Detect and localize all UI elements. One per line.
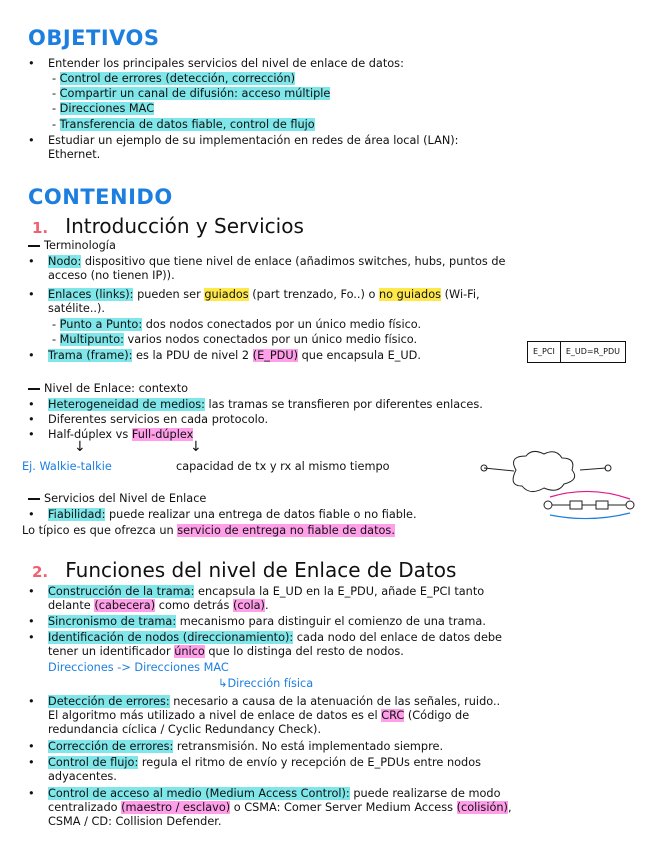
mac-line-2: centralizado (maestro / esclavo) o CSMA: Comer Server Medium Access (colisión), — [48, 801, 512, 814]
dash-icon — [28, 498, 40, 500]
dash-icon — [28, 388, 40, 390]
enlaces-line: Enlaces (links): pueden ser guiados (part trenzado, Fo..) o no guiados (Wi-Fi, — [48, 288, 480, 301]
section-title: Introducción y Servicios — [65, 214, 304, 238]
construccion-line-2: delante (cabecera) como detrás (cola). — [48, 599, 269, 612]
deteccion-line: Detección de errores: necesario a causa de la atenuación de las señales, ruido.. — [48, 695, 501, 708]
deteccion-line-3: redundancia cíclica / Cyclic Redundancy Check). — [48, 723, 322, 736]
diferentes-line: Diferentes servicios en cada protocolo. — [48, 413, 269, 426]
p2p-line: - Punto a Punto: dos nodos conectados por un único medio físico. — [52, 318, 422, 331]
objetivos-sub-2: - Compartir un canal de difusión: acceso múltiple — [52, 87, 331, 100]
highlight: Direcciones MAC — [59, 102, 155, 115]
bullet-marker: • — [28, 428, 35, 441]
bullet-marker: • — [28, 413, 35, 426]
nodo-line-2: acceso (no tienen IP)). — [48, 269, 175, 282]
direccion-fisica-note: ↳Dirección física — [218, 677, 314, 690]
flujo-line: Control de flujo: regula el ritmo de envío y recepción de E_PDUs entre nodos — [48, 756, 481, 769]
bullet-marker: • — [28, 255, 35, 268]
section-number: 1. — [32, 219, 49, 237]
direcciones-note: Direcciones -> Direcciones MAC — [48, 661, 229, 674]
section-number: 2. — [32, 563, 49, 581]
terminologia-label: Terminología — [28, 239, 116, 253]
objetivos-bullet-2: Estudiar un ejemplo de su implementación en redes de área local (LAN): — [48, 134, 459, 147]
mac-line-3: CSMA / CD: Collision Defender. — [48, 815, 222, 828]
walkie-example: Ej. Walkie-talkie — [22, 460, 112, 473]
objetivos-bullet-2-cont: Ethernet. — [48, 148, 101, 161]
bullet-marker: • — [28, 57, 35, 70]
network-link-sketch — [540, 487, 640, 521]
identificacion-line-2: tener un identificador único que lo distinga del resto de nodos. — [48, 645, 404, 658]
bullet-marker: • — [28, 695, 35, 708]
trama-line: Trama (frame): es la PDU de nivel 2 (E_PDU) que encapsula E_UD. — [48, 349, 421, 362]
pdu-ud-box: E_UD=R_PDU — [560, 342, 625, 362]
capacidad-text: capacidad de tx y rx al mismo tiempo — [176, 460, 390, 473]
arrow-down-icon: ↓ — [74, 439, 86, 455]
bullet-marker: • — [28, 756, 35, 769]
flujo-line-2: adyacentes. — [48, 770, 117, 783]
section-title: Funciones del nivel de Enlace de Datos — [65, 558, 457, 582]
servicios-label: Servicios del Nivel de Enlace — [28, 492, 206, 506]
bullet-marker: • — [28, 288, 35, 301]
deteccion-line-2: El algoritmo más utilizado a nivel de enlace de datos es el CRC (Código de — [48, 709, 470, 722]
enlaces-line-2: satélite..). — [48, 302, 106, 315]
highlight: Compartir un canal de difusión: acceso múltiple — [59, 87, 331, 100]
objetivos-sub-3: - Direcciones MAC — [52, 102, 155, 115]
pdu-diagram — [527, 341, 626, 363]
bullet-marker: • — [28, 349, 35, 362]
bullet-marker: • — [28, 585, 35, 598]
construccion-line: Construcción de la trama: encapsula la E_UD en la E_PDU, añade E_PCI tanto — [48, 585, 485, 598]
nivel-contexto-label: Nivel de Enlace: contexto — [28, 382, 188, 396]
arrow-down-icon: ↓ — [190, 439, 202, 455]
bullet-marker: • — [28, 134, 35, 147]
identificacion-line: Identificación de nodos (direccionamiento): cada nodo del enlace de datos debe — [48, 631, 503, 644]
highlight: Transferencia de datos fiable, control de flujo — [59, 118, 315, 131]
bullet-marker: • — [28, 740, 35, 753]
tipico-line: Lo típico es que ofrezca un servicio de entrega no fiable de datos. — [22, 524, 395, 537]
bullet-marker: • — [28, 615, 35, 628]
highlight: Control de errores (detección, corrección) — [59, 72, 296, 85]
objetivos-sub-4: - Transferencia de datos fiable, control de flujo — [52, 118, 315, 131]
duplex-line: Half-dúplex vs Full-dúplex — [48, 428, 194, 441]
multipunto-line: - Multipunto: varios nodos conectados por un único medio físico. — [52, 333, 418, 346]
section-2-heading — [32, 558, 456, 582]
sincronismo-line: Sincronismo de trama: mecanismo para distinguir el comienzo de una trama. — [48, 615, 486, 628]
mac-line: Control de acceso al medio (Medium Access Control): puede realizarse de modo — [48, 787, 501, 800]
dash-icon — [28, 245, 40, 247]
pdu-pci-box: E_PCI — [533, 347, 555, 356]
bullet-marker: • — [28, 787, 35, 800]
heterogeneidad-line: Heterogeneidad de medios: las tramas se transfieren por diferentes enlaces. — [48, 398, 483, 411]
contenido-heading: CONTENIDO — [28, 185, 173, 209]
bullet-marker: • — [28, 398, 35, 411]
objetivos-bullet-1: Entender los principales servicios del nivel de enlace de datos: — [48, 57, 404, 70]
objetivos-sub-1: - Control de errores (detección, corrección) — [52, 72, 296, 85]
section-1-heading — [32, 214, 304, 238]
objetivos-heading: OBJETIVOS — [28, 26, 160, 50]
bullet-marker: • — [28, 631, 35, 644]
bullet-marker: • — [28, 508, 35, 521]
fiabilidad-line: Fiabilidad: puede realizar una entrega de datos fiable o no fiable. — [48, 508, 417, 521]
nodo-line: Nodo: dispositivo que tiene nivel de enlace (añadimos switches, hubs, puntos de — [48, 255, 506, 268]
correccion-line: Corrección de errores: retransmisión. No está implementado siempre. — [48, 740, 444, 753]
